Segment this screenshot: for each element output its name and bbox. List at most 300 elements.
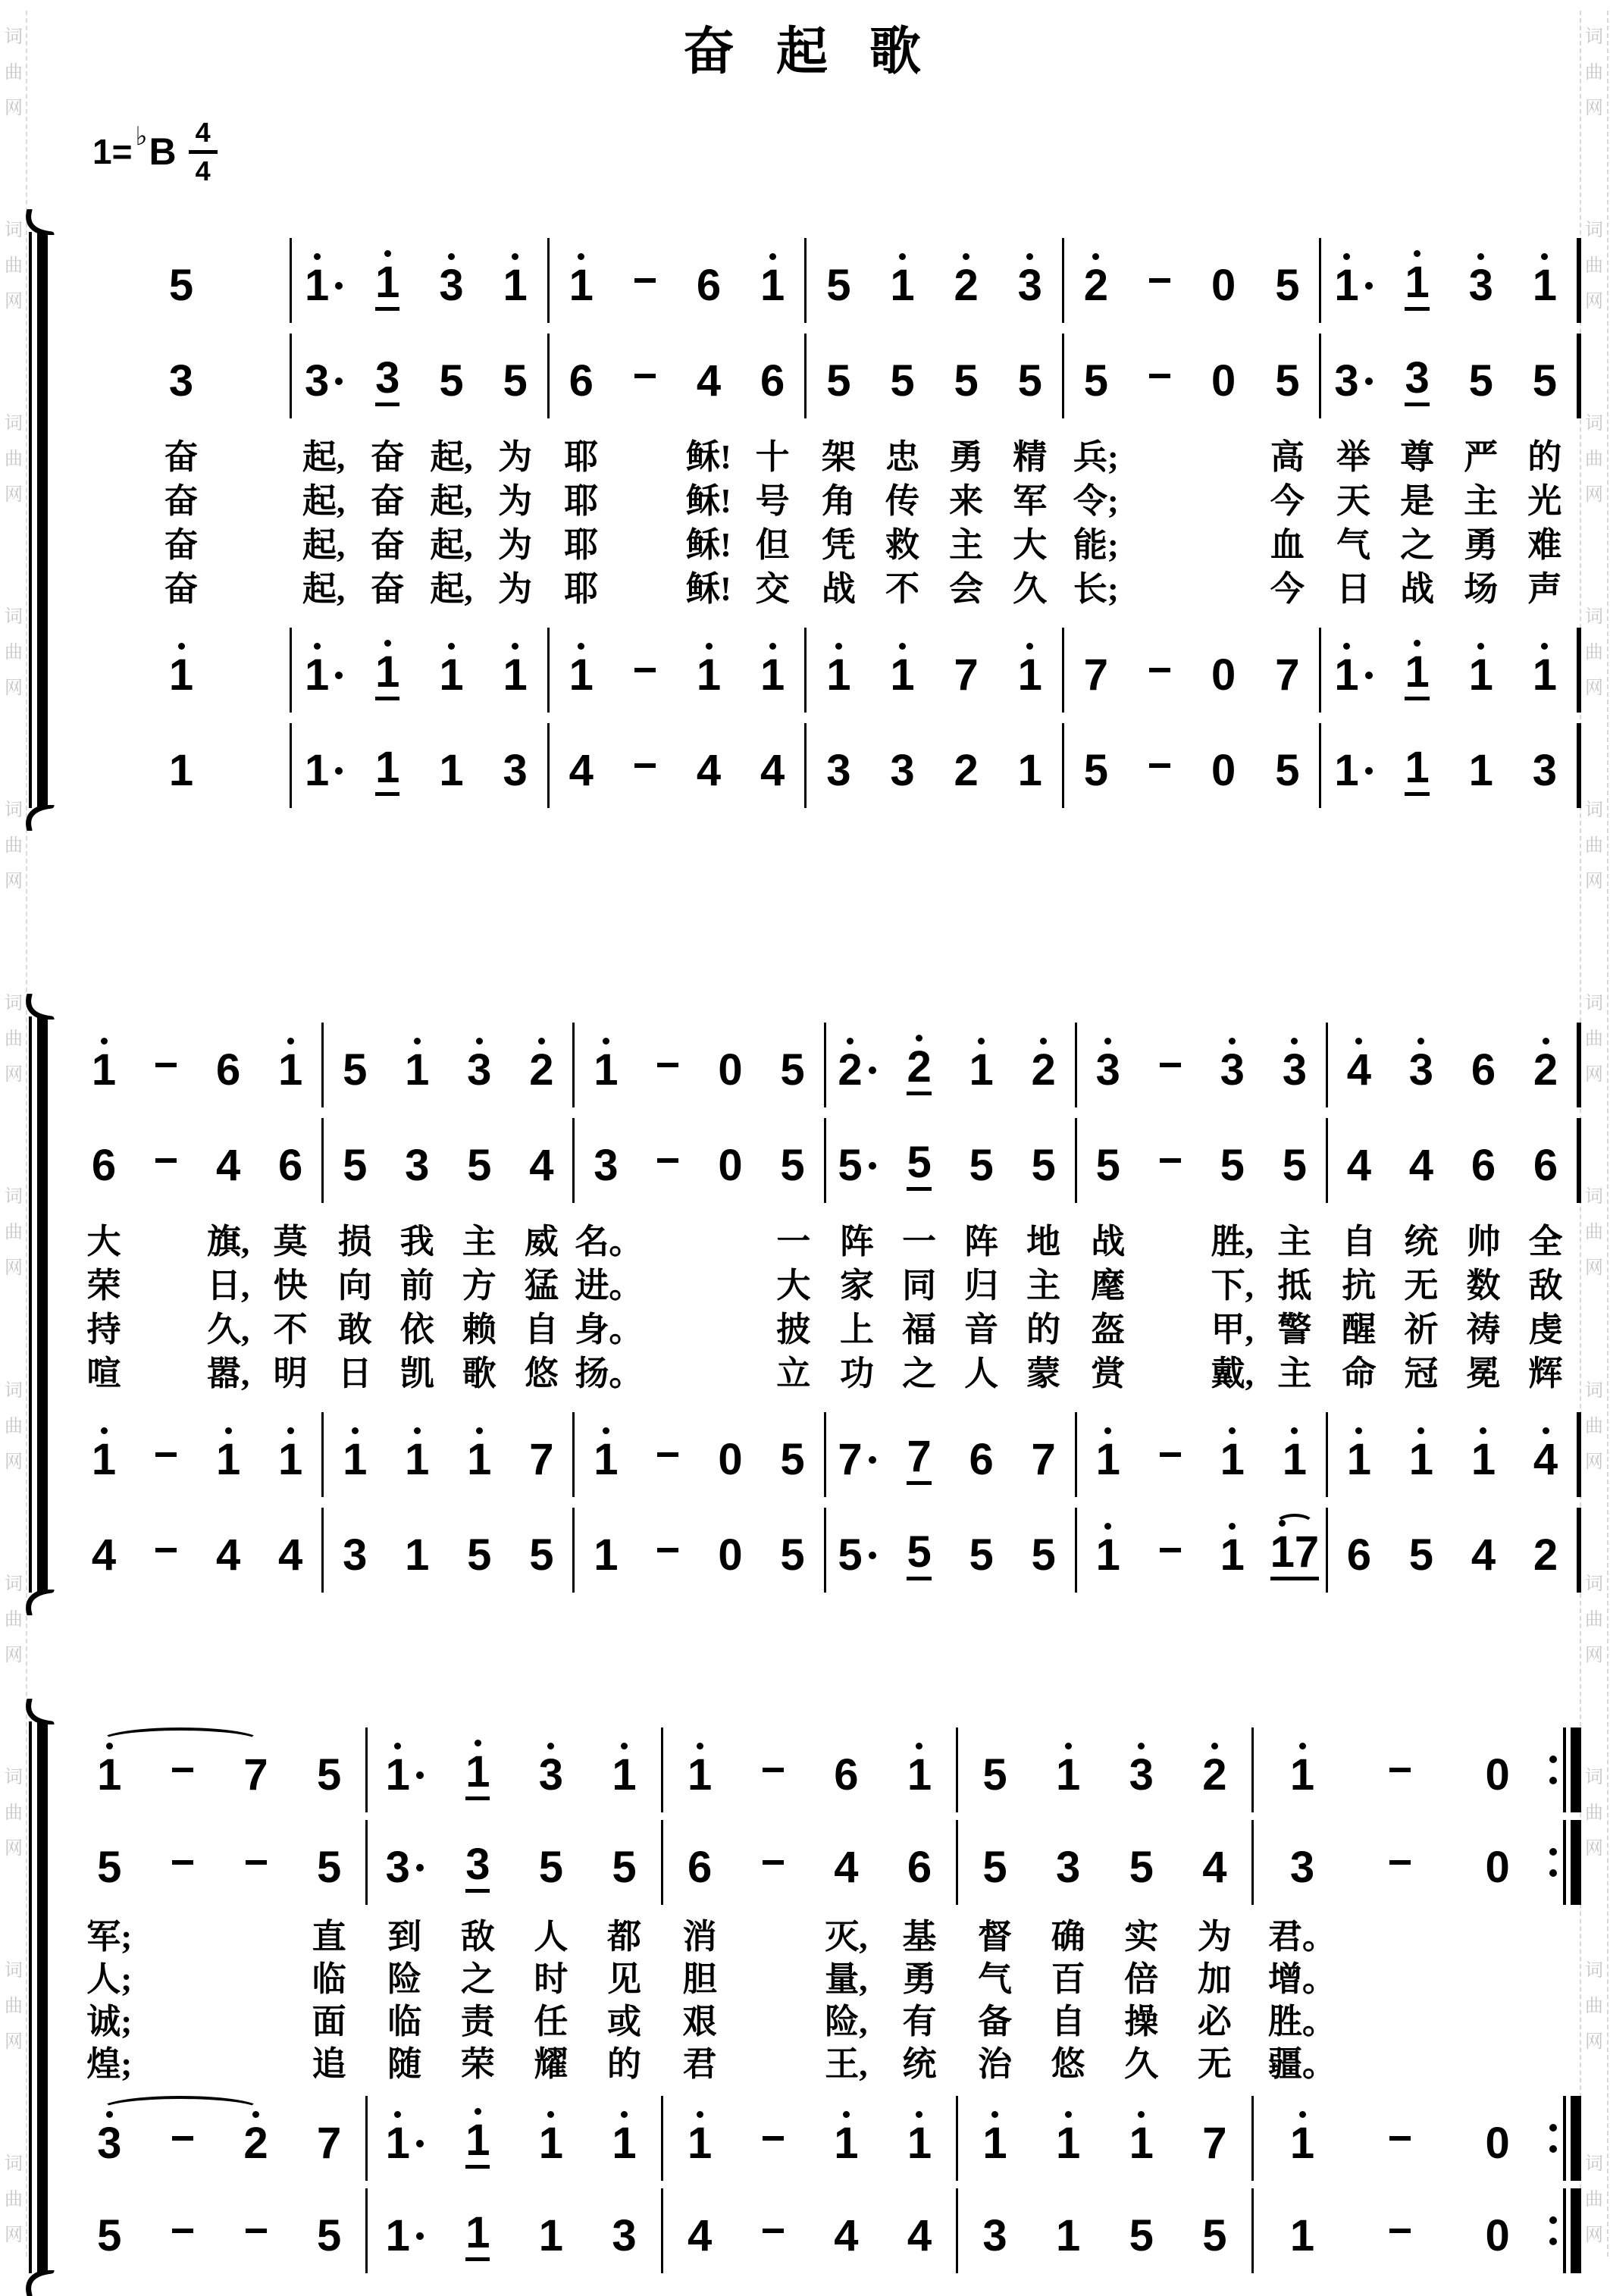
lyric-syllable xyxy=(368,2044,441,2083)
note-token xyxy=(1471,1427,1496,1482)
note-number: 1 xyxy=(168,650,194,700)
lyric-syllable xyxy=(1321,569,1385,608)
note-digit xyxy=(696,349,722,406)
augmentation-dot xyxy=(1359,359,1373,403)
note-digit xyxy=(760,349,785,406)
lyric-text: 主 xyxy=(462,1222,496,1261)
octave-dot xyxy=(1299,1743,1306,1749)
note-token xyxy=(1405,250,1429,311)
octave-dot xyxy=(1355,1523,1362,1530)
note-token xyxy=(890,643,915,700)
note-digit xyxy=(1283,1427,1307,1482)
note-number: 0 xyxy=(718,1045,743,1095)
end-barline xyxy=(1577,723,1581,808)
note-token xyxy=(1018,253,1042,308)
note-digit xyxy=(169,738,193,793)
lyric-text: 我 xyxy=(399,1222,434,1261)
measure xyxy=(1077,1023,1326,1107)
note-token xyxy=(594,1038,619,1095)
octave-dot xyxy=(1092,349,1099,356)
note-token xyxy=(1084,738,1108,793)
lyric-syllable xyxy=(958,2044,1032,2083)
lyric-text: 严 xyxy=(1464,437,1499,476)
lyric-text: 数 xyxy=(1466,1266,1501,1305)
lyric-syllable xyxy=(324,1310,386,1348)
note-digit xyxy=(97,2111,121,2166)
octave-dot xyxy=(899,349,906,356)
lyric-syllable xyxy=(515,2002,588,2041)
augmentation-dot xyxy=(329,264,343,308)
note-digit xyxy=(1083,349,1109,406)
watermark-text: 词 xyxy=(1585,1380,1603,1401)
beat-cell xyxy=(870,643,934,700)
note-digit xyxy=(1533,253,1557,308)
octave-dot xyxy=(916,1520,922,1527)
lyric-syllable xyxy=(951,1354,1013,1392)
note-token xyxy=(243,2111,268,2166)
note-token xyxy=(969,1133,994,1188)
note-token xyxy=(439,738,463,793)
dash-bar xyxy=(657,1548,678,1552)
note-digit xyxy=(834,1743,859,1800)
lyric-text: 耀 xyxy=(534,2044,569,2083)
note-number: 1 xyxy=(305,650,330,700)
measure xyxy=(1321,334,1577,418)
note-number: 3 xyxy=(538,1750,564,1800)
note-token xyxy=(1095,1038,1120,1095)
note-digit xyxy=(405,1038,430,1095)
beat-cell xyxy=(1064,643,1128,700)
note-digit xyxy=(760,738,785,793)
note-digit xyxy=(467,1427,491,1482)
octave-dot xyxy=(225,1038,232,1045)
octave-dot xyxy=(1138,1743,1145,1749)
note-digit xyxy=(97,2204,121,2258)
octave-dot xyxy=(547,1743,554,1749)
note-token xyxy=(243,1743,268,1800)
note-token xyxy=(405,1038,430,1095)
watermark-text: 词 xyxy=(1585,27,1603,47)
beat-cell xyxy=(441,2200,515,2261)
note-number: 1 xyxy=(1095,1530,1120,1580)
note-digit xyxy=(838,1427,862,1482)
note-number: 0 xyxy=(718,1435,743,1484)
note-digit xyxy=(1129,1743,1154,1800)
note-token xyxy=(755,1840,791,1884)
octave-dot xyxy=(706,643,713,650)
aug-dot xyxy=(335,282,343,290)
note-number: 4 xyxy=(215,1141,241,1190)
lyric-syllable xyxy=(441,1917,515,1956)
lyric-syllable xyxy=(1386,481,1449,520)
lyric-text: 抵 xyxy=(1277,1266,1312,1305)
beat-cell xyxy=(807,349,870,406)
measure xyxy=(807,238,1062,323)
lyric-text: 为 xyxy=(498,569,533,608)
octave-dot xyxy=(352,1427,359,1434)
lyric-measure xyxy=(807,479,1062,523)
beat-cell xyxy=(1328,1523,1390,1580)
note-number: 0 xyxy=(718,1530,743,1580)
lyric-syllable xyxy=(1390,1310,1452,1348)
note-token xyxy=(907,1130,931,1191)
beat-cell xyxy=(1128,744,1192,788)
beat-cell xyxy=(515,2111,588,2166)
note-token xyxy=(305,643,343,700)
aug-dot xyxy=(335,377,343,385)
note-number: 7 xyxy=(316,2119,342,2168)
lyric-syllable xyxy=(1255,525,1319,564)
octave-dot xyxy=(225,1427,232,1434)
note-digit xyxy=(1469,738,1493,793)
note-digit xyxy=(92,1133,116,1188)
lyric-text: 人 xyxy=(964,1354,999,1392)
lyric-syllable xyxy=(807,481,870,520)
beat-cell xyxy=(807,738,870,793)
note-number: 1 xyxy=(1405,647,1430,697)
lyric-text: 勇 xyxy=(902,1959,937,1998)
note-digit xyxy=(1275,349,1300,406)
octave-dot xyxy=(603,1133,609,1140)
lyric-syllable xyxy=(998,569,1062,608)
note-number: 5 xyxy=(907,1527,932,1577)
note-token xyxy=(1471,1038,1496,1095)
note-number: 2 xyxy=(907,1042,932,1092)
beat-cell xyxy=(356,250,419,311)
note-token xyxy=(650,1139,686,1182)
note-number: 1 xyxy=(1289,2211,1315,2260)
note-token xyxy=(1211,643,1236,700)
watermark-text: 网 xyxy=(5,678,23,699)
note-token xyxy=(375,640,399,700)
system xyxy=(73,1727,1581,2273)
lyric-measure xyxy=(958,1915,1251,1958)
note-number: 5 xyxy=(1083,356,1109,406)
lyric-text: 场 xyxy=(1464,569,1499,608)
augmentation-dot xyxy=(329,359,343,403)
note-token xyxy=(1056,1835,1080,1890)
note-number: 4 xyxy=(834,2211,859,2260)
note-number: 5 xyxy=(168,261,194,310)
measure xyxy=(1321,723,1577,808)
lyric-syllable xyxy=(1104,1959,1178,1998)
note-token xyxy=(838,1427,875,1482)
note-token xyxy=(1031,1038,1056,1095)
octave-dot xyxy=(1477,349,1484,356)
note-number: 1 xyxy=(278,1045,303,1095)
measure xyxy=(1254,2188,1546,2273)
voice-line xyxy=(73,1023,1581,1107)
watermark-text: 词 xyxy=(5,1187,23,1208)
watermark-text: 网 xyxy=(5,872,23,892)
lyric-syllable xyxy=(1201,1222,1264,1261)
watermark-text: 网 xyxy=(1585,99,1603,118)
beat-cell xyxy=(1192,738,1255,793)
note-number: 3 xyxy=(305,356,330,406)
note-number: 1 xyxy=(465,1747,490,1796)
watermark-text: 网 xyxy=(5,99,23,118)
measure xyxy=(1328,1508,1577,1593)
note-digit xyxy=(834,2204,858,2258)
note-digit xyxy=(1289,1743,1315,1800)
note-number: 1 xyxy=(1282,1435,1307,1484)
beat-cell xyxy=(1254,2111,1352,2166)
note-number: 3 xyxy=(503,746,528,795)
lyric-text: 战 xyxy=(821,569,856,608)
lyric-text: 损 xyxy=(337,1222,372,1261)
beat-cell xyxy=(484,349,547,406)
lyric-syllable xyxy=(1390,1222,1452,1261)
beat-cell xyxy=(807,643,870,700)
octave-dot xyxy=(1480,1427,1486,1434)
lyric-syllable xyxy=(575,1266,644,1305)
lyric-text: 统 xyxy=(1404,1222,1439,1261)
watermark-text: 网 xyxy=(5,1065,23,1085)
note-number: 3 xyxy=(594,1141,619,1190)
dash-bar xyxy=(634,763,656,768)
lyric-measure xyxy=(1254,1915,1546,1958)
lyric-syllable xyxy=(1328,1310,1390,1348)
note-digit xyxy=(1275,643,1300,700)
note-digit xyxy=(1409,1427,1433,1482)
lyric-text: 人; xyxy=(86,1959,133,1998)
note-digit xyxy=(1533,1133,1558,1188)
lyric-syllable xyxy=(888,1354,951,1392)
lyric-text: 君。 xyxy=(1268,1917,1337,1956)
note-number: 4 xyxy=(1346,1045,1372,1095)
measure xyxy=(807,628,1062,713)
watermark-text: 网 xyxy=(1585,485,1603,506)
note-digit xyxy=(1220,1523,1245,1580)
octave-dot xyxy=(538,1523,545,1530)
octave-dot xyxy=(512,349,518,356)
watermark-group xyxy=(1581,1181,1607,1279)
octave-dot xyxy=(603,1038,609,1045)
watermark-text: 网 xyxy=(5,2031,23,2052)
beat-cell xyxy=(1064,253,1128,308)
dash-bar xyxy=(657,1063,678,1067)
lyric-syllable xyxy=(1254,1959,1352,1998)
beat-cell xyxy=(575,1427,637,1482)
note-number: 2 xyxy=(1533,1530,1558,1580)
lyric-text: 起, xyxy=(430,481,473,520)
note-token xyxy=(1275,349,1300,406)
note-token xyxy=(1202,1743,1227,1800)
watermark-group xyxy=(2,601,26,699)
beat-cell xyxy=(448,1038,510,1095)
note-token xyxy=(1275,738,1299,793)
note-token xyxy=(569,643,594,700)
lyric-syllable xyxy=(510,1266,572,1305)
note-digit xyxy=(216,1133,240,1188)
lyric-line xyxy=(73,2043,1581,2085)
lyric-syllable xyxy=(741,481,804,520)
lyric-text: 都 xyxy=(607,1917,642,1956)
lyric-text: 帅 xyxy=(1466,1222,1501,1261)
measure xyxy=(1077,1118,1326,1203)
note-number: 3 xyxy=(375,353,400,403)
watermark-group xyxy=(2,1181,26,1279)
note-number: 4 xyxy=(1533,1435,1558,1484)
lyric-syllable xyxy=(826,1266,888,1305)
beat-cell xyxy=(324,1427,386,1482)
beat-cell xyxy=(883,2204,957,2258)
beat-cell xyxy=(1255,349,1319,406)
beat-cell xyxy=(1201,1523,1264,1580)
note-digit xyxy=(1347,1133,1371,1188)
thin-barline xyxy=(1563,1727,1566,1812)
lyric-text: 久, xyxy=(206,1310,250,1348)
beat-cell xyxy=(1386,250,1449,311)
lyric-text: 勇 xyxy=(949,437,984,476)
beat-cell xyxy=(1321,253,1385,308)
lyric-syllable xyxy=(1449,481,1513,520)
note-token xyxy=(1202,1835,1226,1890)
lyric-syllable xyxy=(441,2002,515,2041)
lyric-text: 量, xyxy=(825,1959,868,1998)
beat-cell xyxy=(1452,1133,1514,1188)
note-number: 0 xyxy=(1211,261,1236,310)
lyric-text: 立 xyxy=(776,1354,811,1392)
beat-cell xyxy=(1077,1038,1139,1095)
lyric-syllable xyxy=(870,437,934,476)
tonic-prefix: 1= xyxy=(92,132,133,171)
note-digit xyxy=(343,1523,368,1580)
note-number: 1 xyxy=(278,1435,303,1484)
lyric-line xyxy=(73,1958,1581,2000)
beat-cell xyxy=(826,1427,888,1482)
lyric-text: 荣 xyxy=(460,2044,495,2083)
beat-cell xyxy=(1139,1139,1201,1182)
lyric-measure xyxy=(1077,1352,1326,1395)
lyric-text: 地 xyxy=(1026,1222,1061,1261)
beat-cell xyxy=(935,253,998,308)
note-digit xyxy=(826,643,851,700)
lyric-syllable xyxy=(575,1222,644,1261)
note-token xyxy=(760,738,785,793)
watermark-text: 网 xyxy=(5,1838,23,1859)
note-token xyxy=(907,2111,932,2166)
beat-cell xyxy=(1351,2116,1449,2160)
note-number: 3 xyxy=(1334,356,1359,406)
beat-cell xyxy=(1328,1038,1390,1095)
note-digit xyxy=(1405,640,1430,697)
beat-cell xyxy=(1255,253,1319,308)
lyric-text: 治 xyxy=(978,2044,1013,2083)
lyric-measure xyxy=(826,1264,1075,1308)
lyric-syllable xyxy=(663,2044,737,2083)
lyric-text: 之 xyxy=(902,1354,937,1392)
lyric-measure xyxy=(73,567,290,611)
note-token xyxy=(612,2204,636,2258)
lyric-syllable xyxy=(826,1222,888,1261)
lyric-text: 来 xyxy=(949,481,984,520)
key-letter: B xyxy=(149,130,177,173)
system-bracket xyxy=(29,232,50,808)
lyric-syllable xyxy=(1386,525,1449,564)
note-token xyxy=(780,1133,804,1188)
octave-dot xyxy=(697,1835,703,1842)
note-number: 5 xyxy=(1275,746,1300,795)
beat-cell xyxy=(761,1523,823,1580)
watermark-text: 词 xyxy=(5,1960,23,1981)
note-token xyxy=(834,2111,858,2166)
beat-cell xyxy=(1264,1133,1326,1188)
octave-dot xyxy=(1291,1133,1298,1140)
beat-cell xyxy=(1390,1427,1452,1482)
note-digit xyxy=(405,1523,430,1580)
voice-line xyxy=(73,1820,1581,1905)
note-number: 1 xyxy=(215,1435,241,1484)
lyric-syllable xyxy=(763,1222,823,1261)
octave-dot xyxy=(178,738,185,745)
octave-dot xyxy=(916,1035,922,1042)
key-signature xyxy=(92,110,1610,193)
note-digit xyxy=(969,1523,994,1580)
lyric-text: 耶 xyxy=(564,481,599,520)
note-token xyxy=(503,253,527,308)
note-number: 3 xyxy=(1468,261,1493,310)
octave-dot xyxy=(963,349,969,356)
octave-dot xyxy=(314,738,321,745)
octave-dot xyxy=(287,1038,294,1045)
beat-cell xyxy=(1104,2111,1178,2166)
octave-dot xyxy=(1284,349,1291,356)
note-number: 5 xyxy=(1129,2211,1154,2260)
note-number: 5 xyxy=(826,261,851,310)
lyric-syllable xyxy=(324,1354,386,1392)
lyric-syllable xyxy=(293,2044,366,2083)
beat-cell xyxy=(1328,1133,1390,1188)
lyric-measure xyxy=(73,1220,321,1264)
beat-cell xyxy=(1264,1038,1326,1095)
lyric-syllable xyxy=(810,1959,883,1998)
note-digit xyxy=(688,1835,712,1890)
note-number: 1 xyxy=(612,1750,637,1800)
note-number: 5 xyxy=(1275,356,1300,406)
lyric-text: 能; xyxy=(1073,525,1119,564)
lyric-syllable xyxy=(510,1222,572,1261)
beat-cell xyxy=(368,2204,441,2258)
lyric-text: 百 xyxy=(1051,1959,1085,1998)
lyric-syllable xyxy=(677,437,741,476)
note-digit xyxy=(1084,738,1108,793)
note-digit xyxy=(91,1523,117,1580)
lyric-measure xyxy=(73,2043,365,2085)
note-token xyxy=(1152,1139,1189,1182)
beat-cell xyxy=(324,1523,386,1580)
octave-dot xyxy=(916,1424,922,1431)
note-token xyxy=(1469,253,1493,308)
octave-dot xyxy=(1543,1038,1549,1045)
note-number: 5 xyxy=(780,1435,805,1484)
octave-dot xyxy=(727,1038,734,1045)
lyric-syllable xyxy=(197,1266,259,1305)
note-digit xyxy=(278,1038,303,1095)
lyric-text: 归 xyxy=(964,1266,999,1305)
note-token xyxy=(890,253,914,308)
note-token xyxy=(1485,1835,1509,1890)
lyric-text: 虔 xyxy=(1528,1310,1563,1348)
watermark-text: 曲 xyxy=(5,63,23,83)
lyric-syllable xyxy=(386,1310,448,1348)
repeat-dot xyxy=(1549,2216,1557,2224)
lyric-text: 疆。 xyxy=(1268,2044,1337,2083)
beat-cell xyxy=(292,738,356,793)
octave-dot xyxy=(1092,643,1099,650)
note-digit xyxy=(718,1133,742,1188)
watermark-group xyxy=(2,21,26,119)
